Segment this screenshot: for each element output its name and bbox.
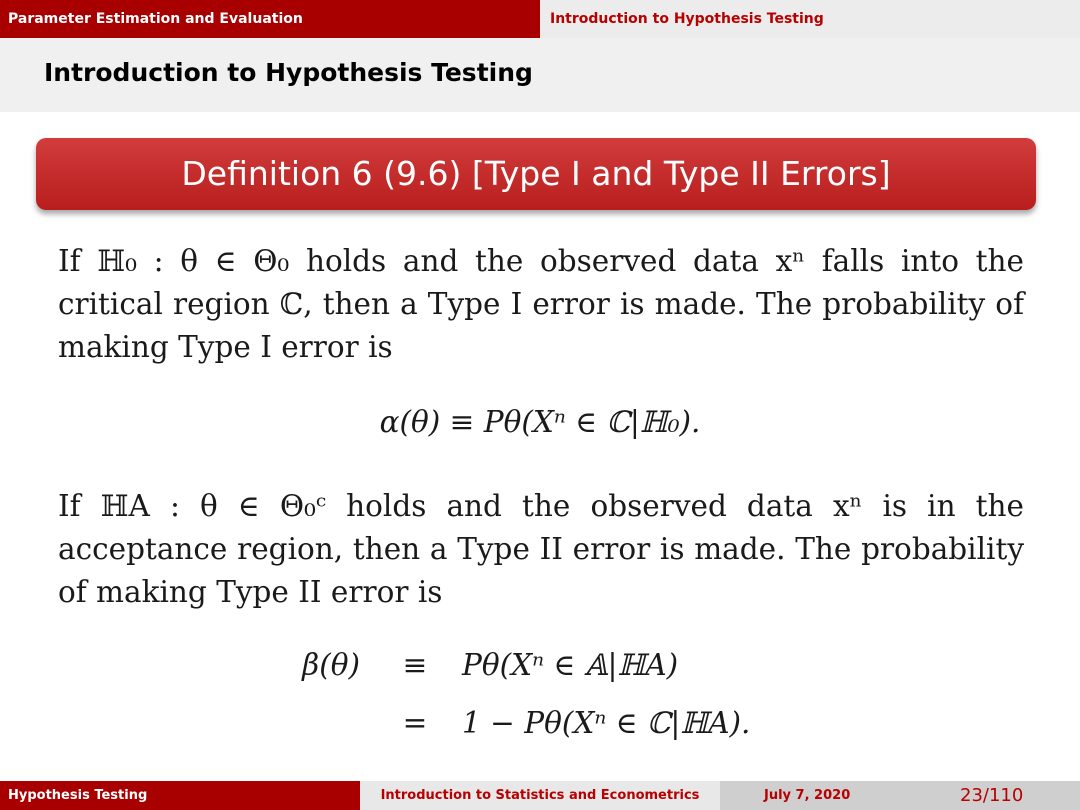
equation-rhs-2: 1 − Pθ(Xⁿ ∈ ℂ|ℍA).: [462, 706, 751, 740]
equation-type1-probability: α(θ) ≡ Pθ(Xⁿ ∈ ℂ|ℍ₀).: [379, 405, 701, 439]
footer-course-title[interactable]: Introduction to Statistics and Econometrics: [360, 781, 720, 810]
footer-bar: [0, 781, 1080, 810]
footer-date: July 7, 2020: [764, 788, 851, 803]
definition-paragraph-type1: If ℍ₀ : θ ∈ Θ₀ holds and the observed data xⁿ falls into the critical region ℂ, then a Type I error is made. The probability of making Type I error is: [58, 244, 1024, 364]
nav-section-link[interactable]: Parameter Estimation and Evaluation: [0, 0, 540, 38]
nav-subsection-link[interactable]: Introduction to Hypothesis Testing: [540, 0, 1080, 38]
equation-type2-row2: [0, 706, 1080, 750]
definition-paragraph-type2: If ℍA : θ ∈ Θ₀ᶜ holds and the observed data xⁿ is in the acceptance region, then a Type II error is made. The probability of making Type II error is: [58, 489, 1024, 609]
footer-short-title[interactable]: Hypothesis Testing: [0, 781, 360, 810]
equation-type2-row1: [0, 648, 1080, 692]
definition-block-title: Definition 6 (9.6) [Type I and Type II Errors]: [36, 138, 1036, 210]
equation-relation-equiv: ≡: [402, 648, 428, 682]
frame-title-bar: [0, 38, 1080, 112]
page-number: 23/110: [960, 785, 1024, 806]
equation-relation-equals: =: [402, 706, 428, 740]
page-title: Introduction to Hypothesis Testing: [44, 58, 533, 87]
footer-info: [720, 781, 1080, 810]
equation-rhs-1: Pθ(Xⁿ ∈ 𝔸|ℍA): [462, 648, 679, 682]
equation-lhs: β(θ): [302, 648, 360, 682]
top-navigation-bar: [0, 0, 1080, 38]
